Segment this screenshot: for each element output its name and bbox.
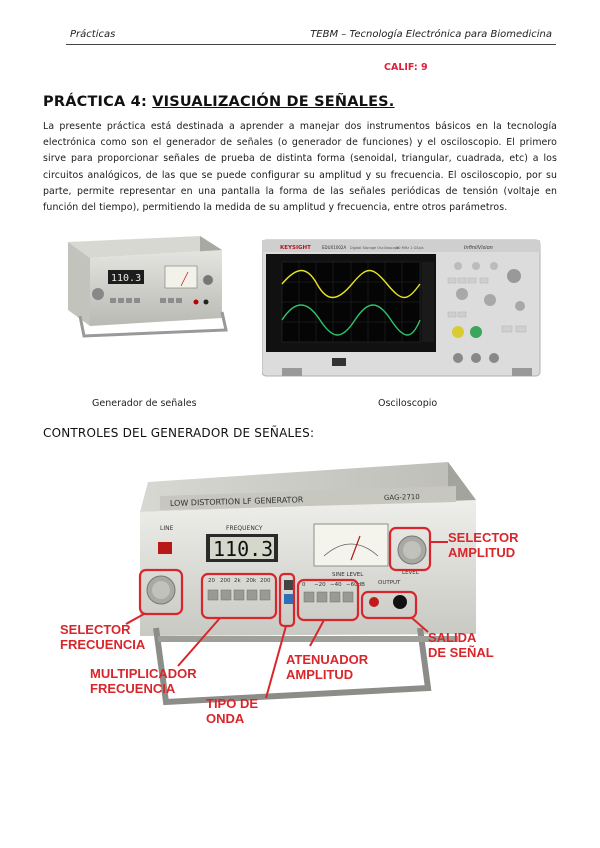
callout-salida-2: DE SEÑAL (428, 645, 494, 660)
intro-paragraph: La presente práctica está destinada a aprender a manejar dos instrumentos básicos en la tecnología electrónica como son el generador de señales (o generador de funciones) y el osciloscopio. El primero sirve para proporcionar señales de prueba de distinta forma (senoidal, triangular, cuadrada, etc) a los circuitos analógicos, de las que se puede configurar su amplitud y su frecuencia. El osciloscopio, por su parte, permite representar en una pantalla la forma de las señales periódicas de tensión (voltaje en función del tiempo), permitiendo la medida de su amplitud y frecuencia, entre otros parámetros. (43, 121, 557, 214)
callout-selector-amplitud-2: AMPLITUD (448, 545, 516, 560)
callout-atenuador-1: ATENUADOR (286, 652, 369, 667)
osc-series: InfiniiVision (464, 245, 493, 251)
title-prefix: PRÁCTICA 4: (43, 94, 153, 110)
gen-sine-level-label: SINE LEVEL (332, 572, 364, 578)
power-switch (158, 542, 172, 554)
mult-label-1: 20 (208, 578, 215, 584)
gen-output-label: OUTPUT (378, 580, 401, 586)
page-title (43, 94, 395, 110)
callout-multiplicador-2: FRECUENCIA (90, 681, 176, 696)
mult-label-2: 200 (220, 578, 231, 584)
callout-tipo-onda-1: TIPO DE (206, 696, 259, 711)
callout-salida-1: SALIDA (428, 630, 477, 645)
grade-label: CALIF: 9 (384, 62, 428, 73)
header-divider (66, 44, 556, 45)
mult-label-3: 2k (234, 578, 241, 584)
oscilloscope-image (262, 236, 542, 386)
controls-section-title: CONTROLES DEL GENERADOR DE SEÑALES: (43, 426, 315, 440)
atten-label-1: 0 (302, 582, 306, 588)
title-underlined: VISUALIZACIÓN DE SEÑALES. (152, 94, 395, 110)
gen-level-label: LEVEL (402, 570, 419, 576)
caption-generator: Generador de señales (92, 398, 197, 409)
header-right: TEBM – Tecnología Electrónica para Biomedicina (310, 29, 552, 40)
callout-tipo-onda-2: ONDA (206, 711, 245, 726)
callout-atenuador-2: AMPLITUD (286, 667, 354, 682)
gen-small-display: 110.3 (111, 273, 142, 284)
callout-multiplicador-1: MULTIPLICADOR (90, 666, 197, 681)
header-left: Prácticas (70, 29, 116, 40)
annotated-generator-figure (48, 452, 558, 742)
callout-selector-amplitud-1: SELECTOR (448, 530, 519, 545)
gen-frequency-display: 110.3 (213, 537, 274, 561)
gen-line-label: LINE (160, 525, 174, 532)
atten-label-2: −20 (314, 582, 326, 588)
mult-label-5: 200 (260, 578, 271, 584)
callout-selector-frecuencia-1: SELECTOR (60, 622, 131, 637)
osc-subtitle: Digital Storage Oscilloscope (350, 246, 400, 250)
osc-spec: 50 MHz 1 GSa/s (396, 246, 424, 250)
atten-label-4: −60dB (346, 582, 365, 588)
caption-oscilloscope: Osciloscopio (378, 398, 438, 409)
osc-model: EDUX1002A (322, 245, 347, 250)
osc-brand: KEYSIGHT (280, 245, 311, 251)
atten-label-3: −40 (330, 582, 342, 588)
gen-brand-strip: LOW DISTORTION LF GENERATOR (169, 495, 304, 508)
callout-selector-frecuencia-2: FRECUENCIA (60, 637, 146, 652)
gen-frequency-label: FREQUENCY (226, 525, 263, 532)
gen-model: GAG-2710 (383, 493, 420, 502)
mult-label-4: 20k (246, 578, 257, 584)
signal-generator-image (50, 222, 230, 342)
